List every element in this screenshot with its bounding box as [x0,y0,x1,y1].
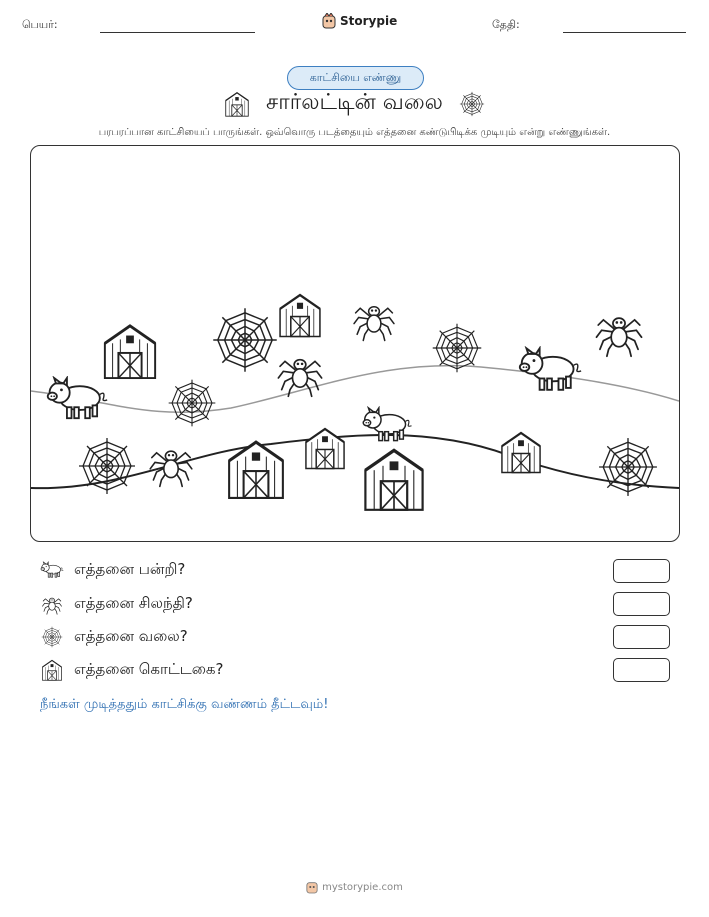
answer-box-barn[interactable] [613,658,670,682]
question-text: எத்தனை பன்றி? [74,560,186,578]
answer-box-web[interactable] [613,625,670,649]
question-web [40,626,188,648]
barn [280,295,320,336]
name-label: பெயர்: [22,18,58,31]
pig [520,348,581,389]
web [599,438,657,496]
question-barn [40,659,224,681]
barn-icon [40,659,64,681]
spider [354,307,394,341]
barn [306,429,344,469]
web-icon [40,626,64,648]
answer-box-pig[interactable] [613,559,670,583]
title-row [0,90,709,118]
web [169,380,216,427]
answer-box-spider[interactable] [613,592,670,616]
pig-icon [40,561,64,579]
question-text: எத்தனை வலை? [74,627,188,645]
footer-url[interactable]: mystorypie.com [322,881,403,893]
question-text: எத்தனை சிலந்தி? [74,594,193,612]
web [213,308,276,371]
date-line[interactable] [563,32,686,33]
barn [105,326,155,378]
page-title: சார்லட்டின் வலை [266,90,443,115]
counting-scene [30,145,680,542]
activity-badge: காட்சியை எண்ணு [287,66,424,90]
web [79,438,135,494]
web [433,324,482,373]
front-hill-line [31,435,679,488]
barn [229,442,283,498]
question-pig [40,560,185,580]
scene-illustration [31,146,679,541]
barn [365,450,422,509]
brand-logo [322,13,397,29]
spider [596,318,641,356]
storypie-mascot-icon [322,13,336,29]
web-icon [459,91,485,117]
question-text: எத்தனை கொட்டகை? [74,660,224,678]
storypie-mascot-icon [306,880,318,894]
barn [502,433,540,473]
pig [48,378,107,418]
name-line[interactable] [100,32,255,33]
date-label: தேதி: [492,18,520,31]
brand-name: Storypie [340,14,398,28]
question-spider [40,593,193,615]
coloring-note: நீங்கள் முடித்ததும் காட்சிக்கு வண்ணம் தீட்டவும்! [40,697,329,712]
footer [0,880,709,894]
instructions: பரபரப்பான காட்சியைப் பாருங்கள். ஒவ்வொரு படத்தையும் எத்தனை கண்டுபிடிக்க முடியும் என்று எண்ணுங்கள். [98,127,611,138]
barn-icon [224,91,250,117]
spider-icon [40,593,64,615]
